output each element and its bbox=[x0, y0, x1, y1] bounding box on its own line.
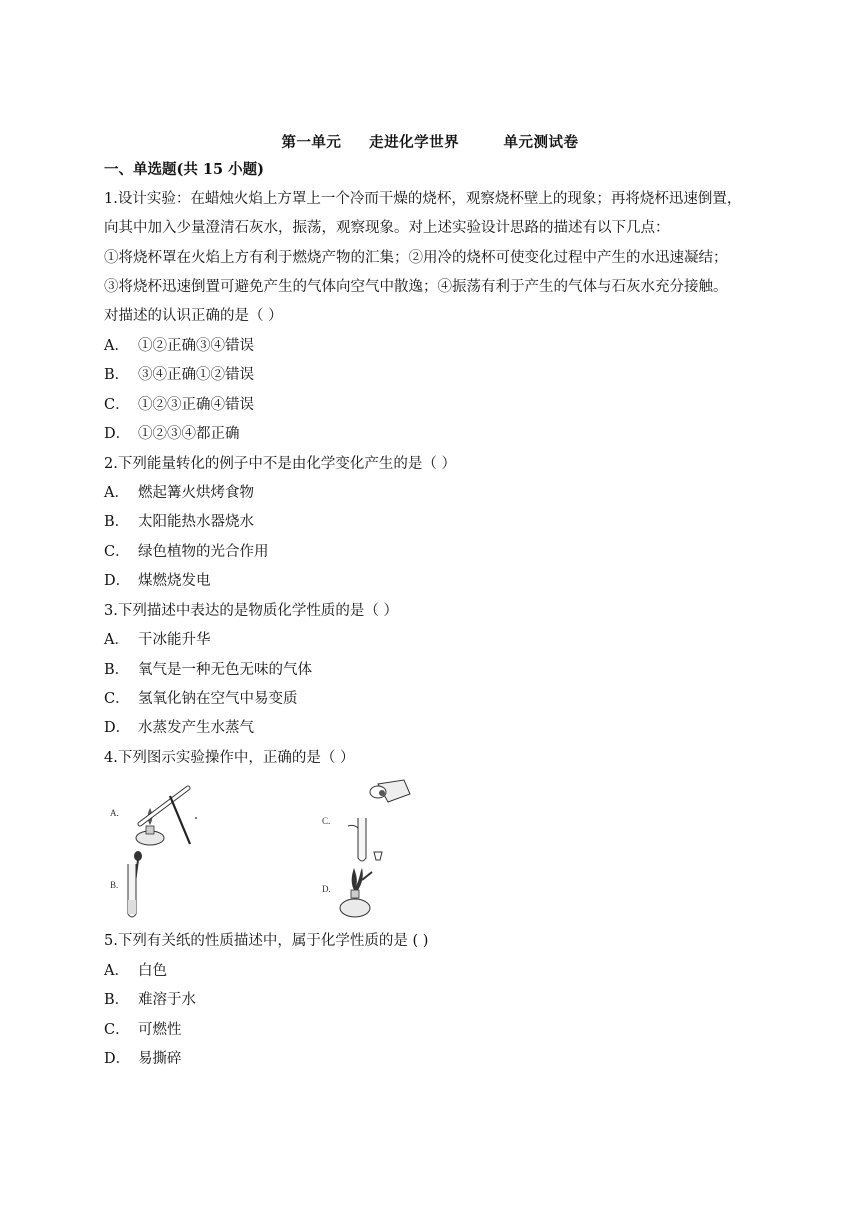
option-letter: A． bbox=[104, 485, 129, 501]
option-text: 氢氧化钠在空气中易变质 bbox=[138, 691, 298, 707]
question-1-stem-line: ①将烧杯罩在火焰上方有利于燃烧产物的汇集；②用冷的烧杯可使变化过程中产生的水迅速凝结； bbox=[104, 250, 728, 266]
option-text: ①②正确③④错误 bbox=[138, 338, 254, 354]
question-2-option-c[interactable] bbox=[104, 542, 269, 562]
option-letter: A． bbox=[104, 338, 129, 354]
option-letter: D． bbox=[104, 720, 131, 736]
question-2-option-b[interactable] bbox=[104, 512, 254, 532]
option-letter: C． bbox=[104, 691, 130, 707]
question-1-option-a[interactable] bbox=[104, 336, 254, 356]
option-letter: D． bbox=[104, 573, 131, 589]
section-heading: 一、单选题(共 15 小题) bbox=[104, 161, 264, 178]
figure-c-pouring-liquid[interactable] bbox=[318, 778, 418, 864]
page-title: 第一单元 走进化学世界 单元测试卷 bbox=[281, 134, 579, 151]
option-text: 太阳能热水器烧水 bbox=[138, 514, 254, 530]
option-letter: A． bbox=[104, 632, 129, 648]
option-letter: B． bbox=[104, 367, 130, 383]
option-letter: A． bbox=[104, 963, 129, 979]
figure-a-heating-test-tube[interactable] bbox=[104, 778, 204, 850]
figure-label-d: D. bbox=[322, 884, 331, 894]
question-1-stem-line: 对描述的认识正确的是（ ） bbox=[104, 308, 283, 324]
question-5-stem: 5.下列有关纸的性质描述中，属于化学性质的是 ( ) bbox=[104, 933, 429, 949]
question-2-stem: 2.下列能量转化的例子中不是由化学变化产生的是（ ） bbox=[104, 456, 456, 472]
figure-label-a: A. bbox=[110, 808, 119, 818]
question-1-stem-line: ③将烧杯迅速倒置可避免产生的气体向空气中散逸；④振荡有利于产生的气体与石灰水充分接触。 bbox=[104, 279, 728, 295]
figure-b-illustration bbox=[104, 850, 164, 922]
option-letter: D． bbox=[104, 1051, 131, 1067]
option-text: 白色 bbox=[138, 963, 167, 979]
option-text: 绿色植物的光合作用 bbox=[138, 544, 269, 560]
question-4-stem: 4.下列图示实验操作中，正确的是（ ） bbox=[104, 750, 355, 766]
question-5-option-c[interactable] bbox=[104, 1020, 182, 1040]
question-3-option-a[interactable] bbox=[104, 630, 211, 650]
question-1-option-c[interactable] bbox=[104, 395, 254, 415]
question-2-option-d[interactable] bbox=[104, 571, 211, 591]
question-3-option-c[interactable] bbox=[104, 689, 298, 709]
question-5-option-a[interactable] bbox=[104, 961, 167, 981]
option-text: 氧气是一种无色无味的气体 bbox=[138, 662, 312, 678]
question-1-option-d[interactable] bbox=[104, 424, 240, 444]
option-text: 煤燃烧发电 bbox=[138, 573, 211, 589]
option-text: 水蒸发产生水蒸气 bbox=[138, 720, 254, 736]
question-3-stem: 3.下列描述中表达的是物质化学性质的是（ ） bbox=[104, 603, 398, 619]
option-letter: C． bbox=[104, 1022, 130, 1038]
option-letter: B． bbox=[104, 662, 130, 678]
figure-label-b: B. bbox=[110, 880, 119, 890]
question-1-option-b[interactable] bbox=[104, 365, 254, 385]
option-letter: B． bbox=[104, 514, 130, 530]
question-1-stem-line: 1.设计实验：在蜡烛火焰上方罩上一个冷而干燥的烧杯，观察烧杯壁上的现象；再将烧杯迅速倒置， bbox=[104, 191, 742, 207]
question-2-option-a[interactable] bbox=[104, 483, 254, 503]
figure-a-illustration bbox=[104, 778, 204, 850]
figure-d-alcohol-lamp[interactable] bbox=[318, 862, 418, 922]
option-text: 易撕碎 bbox=[138, 1051, 182, 1067]
option-text: 可燃性 bbox=[138, 1022, 182, 1038]
option-letter: C． bbox=[104, 397, 130, 413]
figure-c-illustration bbox=[318, 778, 418, 864]
option-text: 干冰能升华 bbox=[138, 632, 211, 648]
question-3-option-d[interactable] bbox=[104, 718, 254, 738]
option-text: ①②③④都正确 bbox=[138, 426, 240, 442]
option-letter: C． bbox=[104, 544, 130, 560]
question-3-option-b[interactable] bbox=[104, 660, 312, 680]
figure-d-illustration bbox=[318, 862, 418, 922]
question-5-option-b[interactable] bbox=[104, 990, 196, 1010]
option-text: 燃起篝火烘烤食物 bbox=[138, 485, 254, 501]
figure-b-dropper-test-tube[interactable] bbox=[104, 850, 164, 922]
question-1-stem-line: 向其中加入少量澄清石灰水，振荡，观察现象。对上述实验设计思路的描述有以下几点： bbox=[104, 220, 670, 236]
option-text: 难溶于水 bbox=[138, 992, 196, 1008]
option-text: ③④正确①②错误 bbox=[138, 367, 254, 383]
option-text: ①②③正确④错误 bbox=[138, 397, 254, 413]
option-letter: B． bbox=[104, 992, 130, 1008]
question-5-option-d[interactable] bbox=[104, 1049, 182, 1069]
figure-label-c: C. bbox=[322, 816, 331, 826]
option-letter: D． bbox=[104, 426, 131, 442]
